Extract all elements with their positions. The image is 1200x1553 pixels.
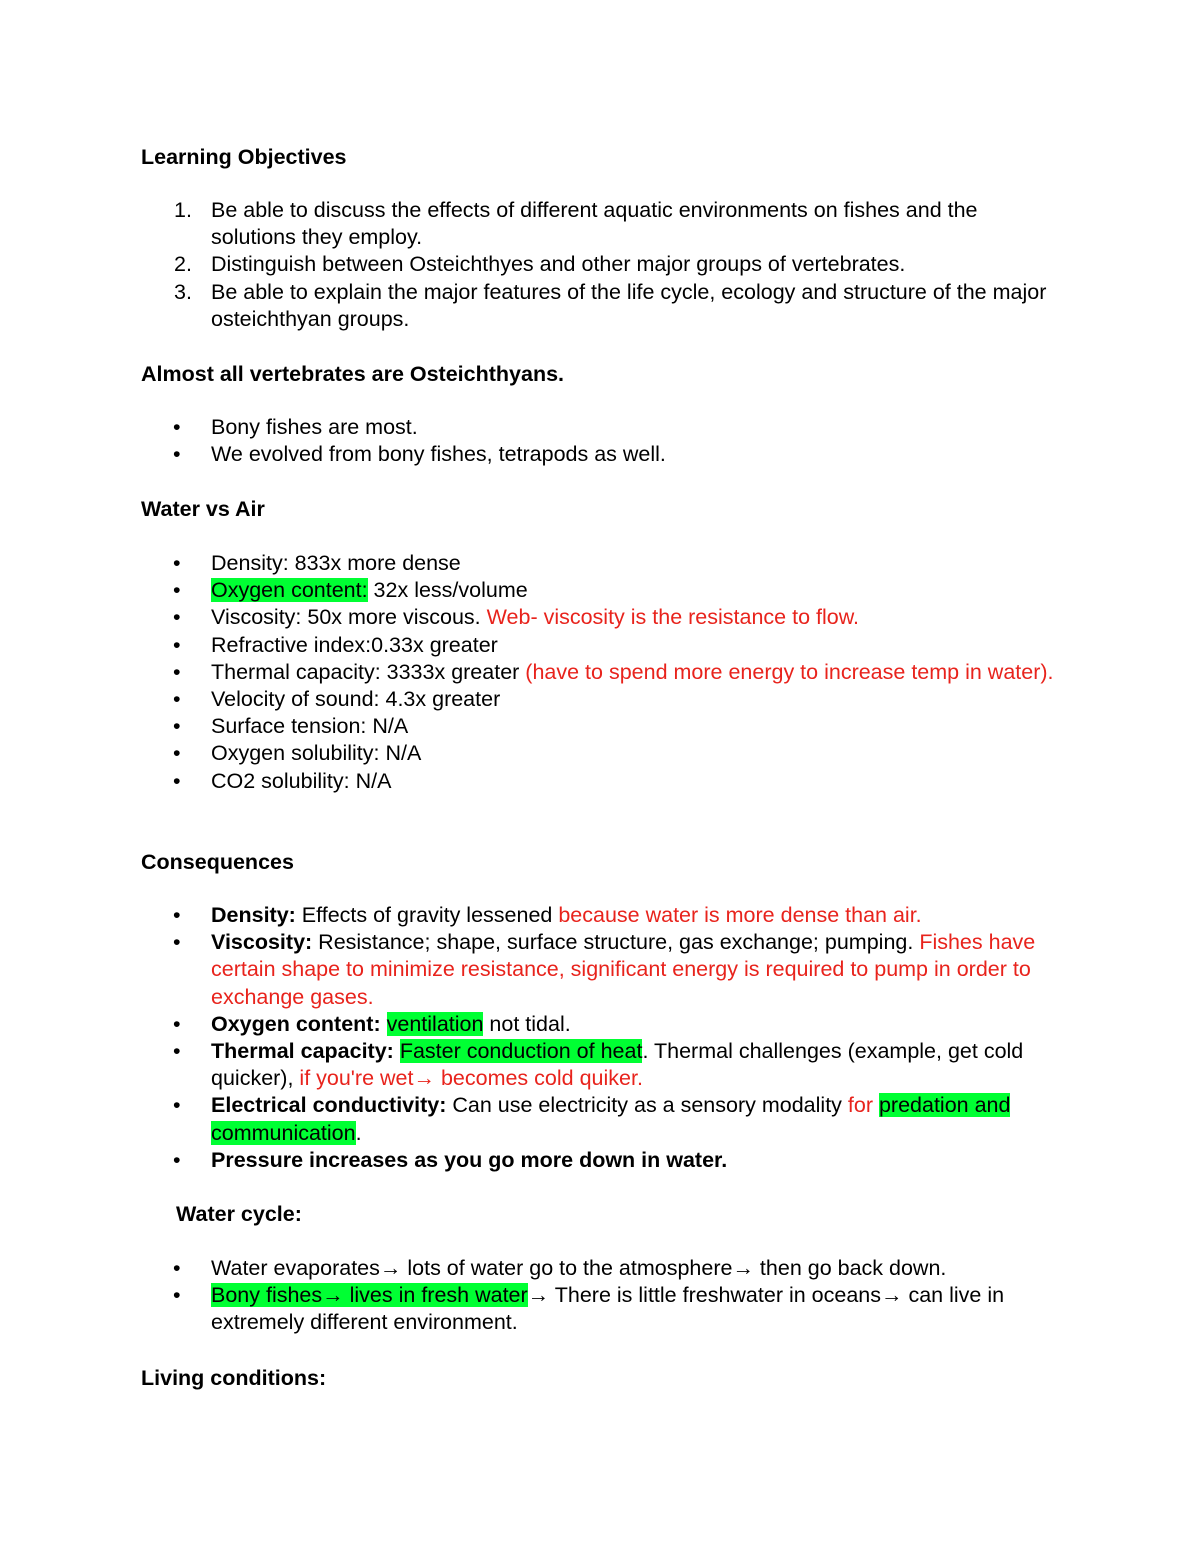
list-item: • We evolved from bony fishes, tetrapods as well.	[173, 442, 666, 467]
list-item: • Oxygen solubility: N/A	[173, 741, 422, 766]
list-item: • Viscosity: Resistance; shape, surface structure, gas exchange; pumping. Fishes have certain shape to minimize resistance, significant energy is required to pump in order to exchange gases.	[173, 930, 1036, 1009]
list-item: • Density: 833x more dense	[173, 551, 461, 575]
list-item: • Velocity of sound: 4.3x greater	[173, 687, 501, 712]
heading-learning-objectives: Learning Objectives	[141, 145, 347, 169]
list-item: • Thermal capacity: 3333x greater (have to spend more energy to increase temp in water).	[173, 659, 1054, 684]
list-item: • Viscosity: 50x more viscous. Web- viscosity is the resistance to flow.	[173, 605, 860, 630]
highlight: Bony fishes	[211, 1283, 323, 1308]
arrow-icon: →	[413, 1066, 435, 1091]
list-item: • Bony fishes→ lives in fresh water→ There is little freshwater in oceans→ can live in extremely different environment.	[173, 1283, 1005, 1335]
heading-living-conditions: Living conditions:	[141, 1366, 327, 1390]
heading-consequences: Consequences	[141, 850, 294, 874]
water-vs-air-list	[141, 550, 1061, 795]
highlight: Faster conduction of heat	[399, 1039, 643, 1064]
list-item: • CO2 solubility: N/A	[173, 768, 392, 793]
highlight: Oxygen content:	[211, 578, 368, 603]
water-cycle-list	[141, 1255, 1061, 1337]
list-item: • Thermal capacity: Faster conduction of heat. Thermal challenges (example, get cold quicker), if you're wet→ becomes cold quiker.	[173, 1039, 1024, 1091]
heading-water-cycle: Water cycle:	[176, 1202, 302, 1226]
list-item: • Density: Effects of gravity lessened because water is more dense than air.	[173, 903, 922, 927]
list-item: • Bony fishes are most.	[173, 415, 418, 439]
consequences-list	[141, 902, 1061, 1174]
learning-objectives-list	[141, 197, 1061, 333]
arrow-icon: →	[527, 1283, 550, 1308]
list-item: • Surface tension: N/A	[173, 714, 409, 739]
list-item: • Oxygen content: 32x less/volume	[173, 578, 528, 603]
heading-almost-all-vertebrates: Almost all vertebrates are Osteichthyans.	[141, 362, 565, 386]
highlight: predation and communication	[211, 1093, 1011, 1145]
list-item: 3. Be able to explain the major features of the life cycle, ecology and structure of the major osteichthyan groups.	[174, 279, 1047, 331]
list-item: • Oxygen content: ventilation not tidal.	[173, 1011, 571, 1036]
list-item: • Water evaporates→ lots of water go to the atmosphere→ then go back down.	[173, 1256, 947, 1280]
highlight: ventilation	[386, 1011, 484, 1036]
list-item: 1. Be able to discuss the effects of different aquatic environments on fishes and the solutions they employ.	[174, 198, 978, 250]
arrow-icon: →	[880, 1283, 903, 1308]
heading-water-vs-air: Water vs Air	[141, 497, 265, 521]
arrow-icon: →	[379, 1256, 402, 1280]
arrow-icon: →	[732, 1256, 754, 1280]
almost-all-list	[141, 414, 1061, 468]
list-item: • Pressure increases as you go more down in water.	[173, 1147, 728, 1172]
list-item: • Electrical conductivity: Can use electricity as a sensory modality for predation and communication.	[173, 1093, 1011, 1145]
list-item: 2. Distinguish between Osteichthyes and other major groups of vertebrates.	[174, 252, 906, 277]
list-item: • Refractive index:0.33x greater	[173, 632, 498, 657]
arrow-icon: →	[322, 1283, 344, 1308]
highlight: lives in fresh water	[343, 1283, 528, 1308]
